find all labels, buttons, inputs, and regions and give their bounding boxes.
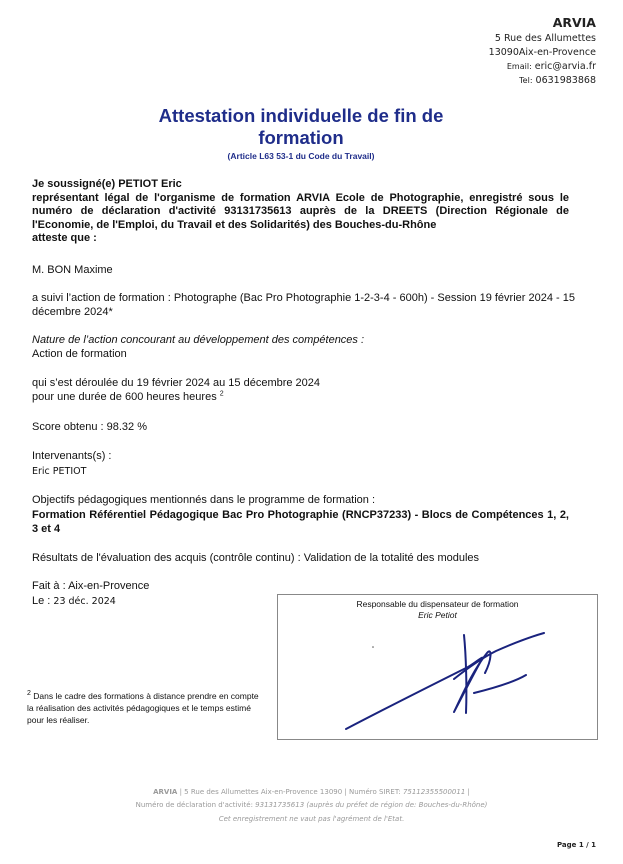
signer-line: Je soussigné(e) PETIOT Eric [32, 178, 182, 190]
company-name: ARVIA [552, 15, 596, 30]
email-label: Email: [506, 62, 532, 71]
handwritten-signature [278, 595, 597, 739]
signature-box [277, 594, 598, 740]
company-tel [489, 74, 596, 88]
score-text: Score obtenu : 98.32 % [32, 421, 147, 433]
footnote-number: 2 [27, 690, 31, 698]
footer-line2 [0, 799, 623, 811]
nature-value: Action de formation [32, 348, 127, 360]
document-title [148, 105, 454, 149]
footnote [27, 690, 262, 726]
signature-title: Responsable du dispensateur de formation [356, 599, 519, 609]
footer-declaration-value: 93131735613 (auprès du préfet de région de: Bouches-du-Rhône) [255, 801, 488, 809]
footer-siret-end: | [467, 788, 470, 796]
page-number: Page 1 / 1 [556, 841, 596, 849]
date-value: 23 déc. 2024 [53, 596, 116, 607]
nature-label: Nature de l’action concourant au développement des compétences : [32, 334, 365, 346]
period-text: qui s’est déroulée du 19 février 2024 au 15 décembre 2024 [32, 377, 321, 389]
title-line1: Attestation individuelle de fin de [158, 105, 444, 126]
footer-declaration-label: Numéro de déclaration d'activité: [135, 801, 253, 809]
email-value[interactable]: eric@arvia.fr [534, 61, 596, 72]
tel-value: 0631983868 [535, 75, 596, 86]
footer-siret: 75112355500011 [402, 788, 466, 796]
footer-disclaimer [0, 813, 623, 825]
place-text: Fait à : Aix-en-Provence [32, 580, 150, 592]
speaker-name: Eric PETIOT [32, 466, 87, 477]
company-block [489, 14, 596, 88]
document-subtitle: (Article L63 53-1 du Code du Travail) [227, 151, 375, 161]
trainee-name: M. BON Maxime [32, 264, 113, 276]
attests-line: atteste que : [32, 232, 97, 244]
footnote-text: Dans le cadre des formations à distance prendre en compte la réalisation des activités pédagogiques et le temps estimé pour les réaliser. [27, 691, 259, 725]
title-line2: formation [258, 127, 344, 148]
footer-disclaimer-text: Cet enregistrement ne vaut pas l'agrément de l'Etat. [218, 815, 405, 823]
company-city: 13090Aix-en-Provence [488, 47, 596, 58]
duration-line [32, 391, 569, 405]
footer-address: | 5 Rue des Allumettes Aix-en-Provence 13090 | Numéro SIRET: [179, 788, 401, 796]
duration-text: pour une durée de 600 heures heures [32, 391, 217, 403]
footer-line1 [0, 786, 623, 798]
footnote-ref: 2 [219, 390, 224, 398]
declaration-block [32, 178, 569, 246]
company-email [489, 60, 596, 74]
objectives-label: Objectifs pédagogiques mentionnés dans le programme de formation : [32, 494, 376, 506]
objectives-value: Formation Référentiel Pédagogique Bac Pro Photographie (RNCP37233) - Blocs de Compétences 1, 2, 3 et 4 [32, 509, 569, 535]
speakers-label: Intervenants(s) : [32, 450, 112, 462]
date-label: Le : [32, 595, 51, 607]
footer-company: ARVIA [153, 788, 178, 796]
representative-text: représentant légal de l'organisme de formation ARVIA Ecole de Photographie, enregistré sous le numéro de déclaration d'activité 93131735613 auprès de la DREETS (Direction Régionale de l'Economie, de l'Emploi, du Travail et des Solidarités) des Bouches-du-Rhône [32, 191, 569, 231]
company-street: 5 Rue des Allumettes [494, 33, 596, 44]
results-text: Résultats de l'évaluation des acquis (contrôle continu) : Validation de la totalité des modules [32, 552, 480, 564]
signature-name: Eric Petiot [418, 610, 457, 620]
action-text: a suivi l’action de formation : Photographe (Bac Pro Photographie 1-2-3-4 - 600h) - Session 19 février 2024 - 15 décembre 2024* [32, 292, 575, 318]
tel-label: Tel: [519, 76, 533, 85]
